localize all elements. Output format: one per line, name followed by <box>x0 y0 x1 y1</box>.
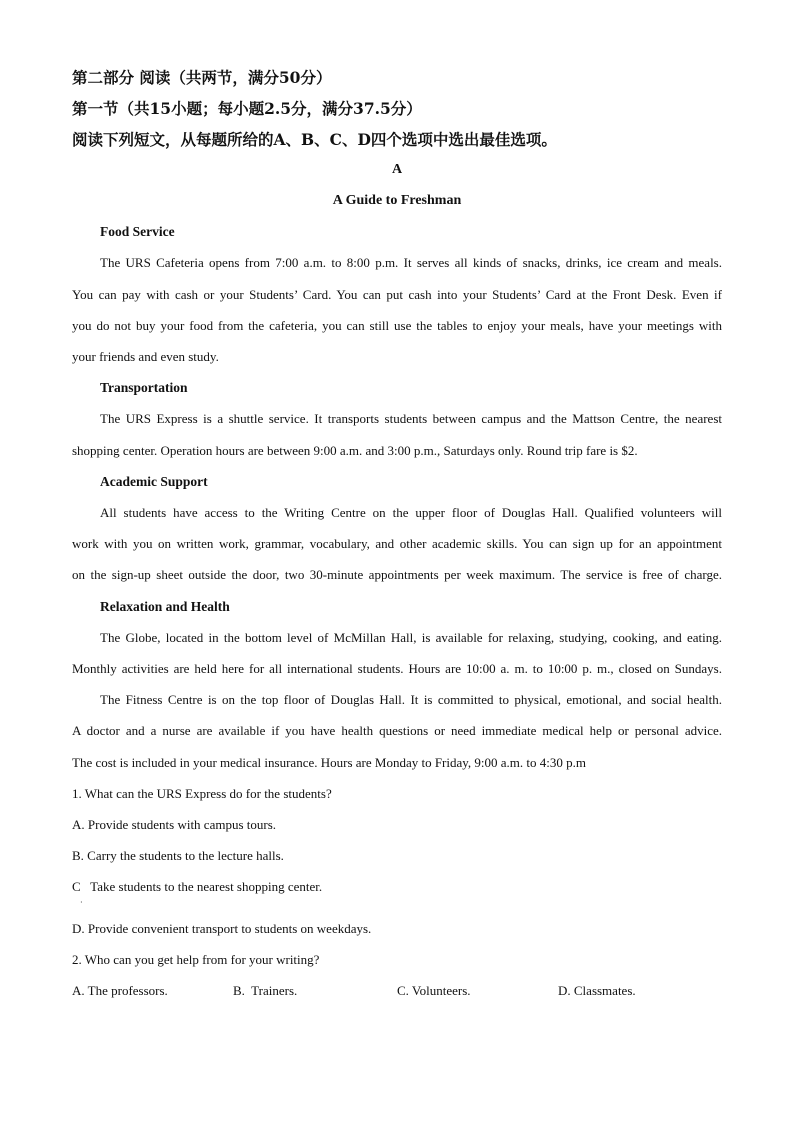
paragraph-line: shopping center. Operation hours are between 9:00 a.m. and 3:00 p.m., Saturdays only. Round trip fare is $2. <box>72 443 638 458</box>
paragraph-line: The Globe, located in the bottom level of McMillan Hall, is available for relaxing, studying, cooking, and eating. <box>100 630 722 645</box>
question-1-stem: 1. What can the URS Express do for the students? <box>72 786 332 801</box>
stray-dot: · <box>80 898 83 907</box>
question-2-option-c: C. Volunteers. <box>397 983 471 998</box>
question-2-option-a: A. The professors. <box>72 983 168 998</box>
question-2-option-b: B. Trainers. <box>233 983 298 998</box>
paragraph-line: The Fitness Centre is on the top floor of Douglas Hall. It is committed to physical, emotional, and social health. <box>100 692 722 707</box>
passage-letter: A <box>391 162 403 177</box>
section-header: 第一节（共15小题；每小题2.5分，满分37.5分） <box>72 99 422 118</box>
passage-title: A Guide to Freshman <box>332 193 462 208</box>
paragraph-line: A doctor and a nurse are available if you have health questions or need immediate medical help or personal advice. <box>72 723 722 738</box>
question-1-option-d: D. Provide convenient transport to students on weekdays. <box>72 921 372 936</box>
paragraph-line: All students have access to the Writing Centre on the upper floor of Douglas Hall. Qualified volunteers will <box>100 505 722 520</box>
section-heading-relaxation-health: Relaxation and Health <box>100 599 230 614</box>
paragraph-line: on the sign-up sheet outside the door, two 30-minute appointments per week maximum. The service is free of charge. <box>72 567 722 582</box>
paragraph-line: you do not buy your food from the cafeteria, you can still use the tables to enjoy your meals, have your meetings with <box>72 318 722 333</box>
instruction-text: 阅读下列短文，从每题所给的A、B、C、D四个选项中选出最佳选项。 <box>72 130 557 149</box>
section-heading-academic-support: Academic Support <box>100 474 208 489</box>
question-1-option-a: A. Provide students with campus tours. <box>72 817 277 832</box>
paragraph-line: The URS Cafeteria opens from 7:00 a.m. to 8:00 p.m. It serves all kinds of snacks, drinks, ice cream and meals. <box>100 255 722 270</box>
question-1-option-b: B. Carry the students to the lecture halls. <box>72 848 284 863</box>
question-2-stem: 2. Who can you get help from for your writing? <box>72 952 320 967</box>
paragraph-line: your friends and even study. <box>72 349 219 364</box>
question-1-option-c: C Take students to the nearest shopping center. <box>72 879 323 894</box>
paragraph-line: The cost is included in your medical insurance. Hours are Monday to Friday, 9:00 a.m. to 4:30 p.m <box>72 755 586 770</box>
section-heading-transportation: Transportation <box>100 380 188 395</box>
question-2-option-d: D. Classmates. <box>558 983 636 998</box>
paragraph-line: Monthly activities are held here for all international students. Hours are 10:00 a. m. to 10:00 p. m., closed on Sundays. <box>72 661 722 676</box>
section-heading-food-service: Food Service <box>100 224 175 239</box>
paragraph-line: The URS Express is a shuttle service. It transports students between campus and the Mattson Centre, the nearest <box>100 411 722 426</box>
part-header: 第二部分 阅读（共两节，满分50分） <box>72 68 332 87</box>
paragraph-line: You can pay with cash or your Students’ Card. You can put cash into your Students’ Card at the Front Desk. Even if <box>72 287 722 302</box>
paragraph-line: work with you on written work, grammar, vocabulary, and other academic skills. You can sign up for an appointment <box>72 536 722 551</box>
